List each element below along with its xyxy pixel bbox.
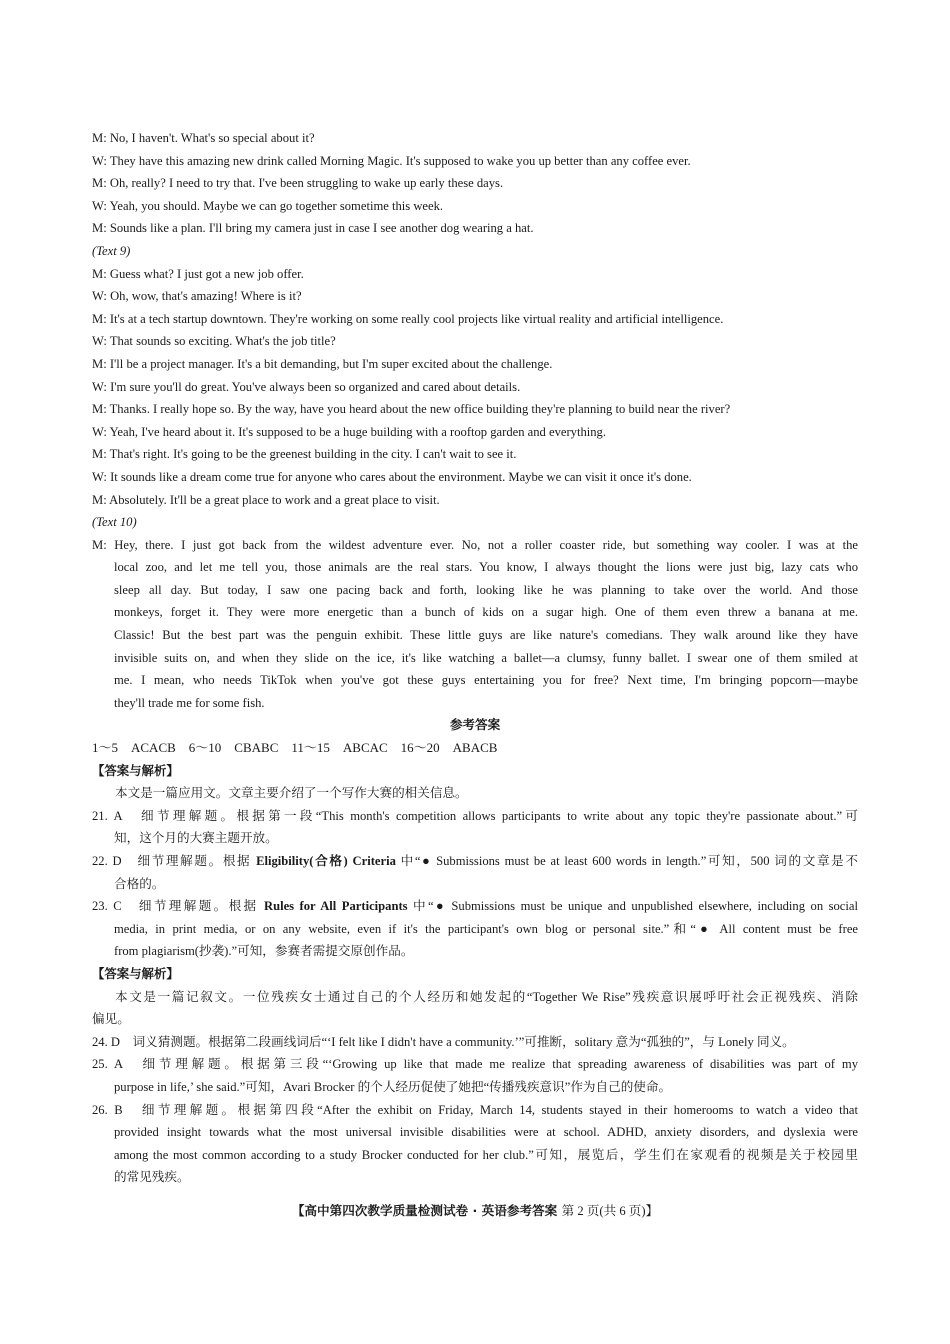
dialogue-line: M: Absolutely. It'll be a great place to work and a great place to visit.	[92, 492, 440, 507]
dialogue-line: W: Yeah, I've heard about it. It's supposed to be a huge building with a rooftop garden and everything.	[92, 424, 606, 439]
monologue-line: sleep all day. But today, I saw one pacing back and forth, looking like he was planning to take over the world. And those	[114, 582, 858, 597]
explanation-line: 合格的。	[114, 876, 165, 891]
question-23-explanation	[92, 895, 858, 963]
explanation-text: 中“● Submissions must be unique and unpublished elsewhere, including on social	[407, 899, 858, 914]
explanation-line	[92, 895, 858, 918]
monologue-text-10	[92, 534, 858, 715]
explanation-line: 25. A 细节理解题。根据第三段“‘Growing up like that made me realize that spreading awareness of disabilities was part of my	[92, 1057, 858, 1072]
section-reference: Rules for All Participants	[263, 899, 408, 914]
text-9-label: (Text 9)	[92, 243, 131, 258]
intro-line: 偏见。	[92, 1012, 130, 1027]
dialogue-line: W: That sounds so exciting. What's the job title?	[92, 334, 336, 349]
question-22-explanation	[92, 850, 858, 895]
intro-line: 本文是一篇记叙文。一位残疾女士通过自己的个人经历和她发起的“Together We Rise”残疾意识展呼吁社会正视残疾、消除	[115, 989, 858, 1004]
dialogue-line: M: I'll be a project manager. It's a bit demanding, but I'm super excited about the challenge.	[92, 356, 553, 371]
analysis-label: 【答案与解析】	[92, 965, 179, 981]
dialogue-text-9	[92, 263, 858, 512]
footer-title: 【高中第四次教学质量检测试卷 · 英语参考答案	[291, 1203, 558, 1218]
explanation-line: from plagiarism(抄袭).”可知，参赛者需提交原创作品。	[114, 944, 414, 959]
dialogue-line: M: It's at a tech startup downtown. They're working on some really cool projects like virtual reality and artificial intelligence.	[92, 311, 724, 326]
question-25-explanation	[92, 1053, 858, 1098]
explanation-text: 22. D 细节理解题。根据	[92, 854, 257, 868]
explanation-line: purpose in life,’ she said.”可知，Avari Brocker 的个人经历促使了她把“传播残疾意识”作为自己的使命。	[114, 1079, 672, 1094]
dialogue-line: W: They have this amazing new drink called Morning Magic. It's supposed to wake you up better than any coffee ever.	[92, 153, 691, 168]
monologue-line: monkeys, forget it. They were more energetic than a bunch of kids on a sugar high. One of them even threw a banana at me.	[114, 605, 858, 620]
monologue-line: invisible suits on, and when they slide on the ice, it's like watching a ballet—a clumsy, funny ballet. I swear one of them smiled at	[114, 650, 858, 665]
answer-key-listening: 1～5 ACACB 6～10 CBABC 11～15 ABCAC 16～20 ABACB	[92, 740, 498, 756]
monologue-line: M: Hey, there. I just got back from the wildest adventure ever. No, not a roller coaster ride, but something way cooler. I was at the	[92, 537, 858, 552]
dialogue-line: M: Sounds like a plan. I'll bring my camera just in case I see another dog wearing a hat.	[92, 221, 534, 236]
explanation-text: 23. C 细节理解题。根据	[92, 899, 264, 914]
answers-heading: 参考答案	[449, 717, 501, 733]
passage-intro: 本文是一篇应用文。文章主要介绍了一个写作大赛的相关信息。	[115, 786, 468, 801]
explanation-line: among the most common according to a study Brocker conducted for her club.”可知，展览后，学生们在家观看的视频是关于校园里	[114, 1147, 858, 1162]
monologue-line: local zoo, and let me tell you, those animals are the real stars. You know, I always thought the lions were just big, lazy cats who	[114, 560, 858, 575]
question-21-explanation	[92, 805, 858, 850]
explanation-text: 中“● Submissions must be at least 600 words in length.”可知，500 词的文章是不	[395, 854, 859, 868]
explanation-line	[92, 850, 858, 873]
dialogue-line: W: It sounds like a dream come true for anyone who cares about the environment. Maybe we can visit it once it's done.	[92, 469, 692, 484]
explanation-line: 知，这个月的大赛主题开放。	[114, 831, 278, 846]
explanation-line: 21. A 细节理解题。根据第一段“This month's competition allows participants to write about any topic they're passionate about.”可	[92, 808, 858, 823]
page-footer	[0, 1200, 950, 1222]
passage-intro	[92, 986, 858, 1031]
section-reference: Eligibility(合格) Criteria	[256, 854, 396, 868]
dialogue-line: M: Thanks. I really hope so. By the way, have you heard about the new office building they're planning to build near the river?	[92, 402, 731, 417]
explanation-line: 的常见残疾。	[114, 1170, 190, 1185]
explanation-line: media, in print media, or on any website, even if it's the participant's own blog or personal site.”和“● All content must be free	[114, 921, 858, 936]
monologue-line: Classic! But the best part was the penguin exhibit. These little guys are like nature's comedians. They walk around like they have	[114, 628, 858, 643]
monologue-line: they'll trade me for some fish.	[114, 695, 265, 710]
analysis-label: 【答案与解析】	[92, 762, 179, 778]
dialogue-line: W: Oh, wow, that's amazing! Where is it?	[92, 289, 302, 304]
explanation-line: provided insight towards what the most universal invisible disabilities were at school. ADHD, anxiety disorders, and dyslexia were	[114, 1125, 858, 1140]
dialogue-line: W: I'm sure you'll do great. You've always been so organized and cared about details.	[92, 379, 521, 394]
dialogue-line: M: Oh, really? I need to try that. I've been struggling to wake up early these days.	[92, 176, 504, 191]
text-10-label: (Text 10)	[92, 515, 137, 530]
question-26-explanation	[92, 1099, 858, 1189]
explanation-line: 26. B 细节理解题。根据第四段“After the exhibit on Friday, March 14, students stayed in their homerooms to watch a video that	[92, 1102, 858, 1117]
question-24-explanation: 24. D 词义猜测题。根据第二段画线词后“‘I felt like I didn't have a community.’”可推断，solitary 意为“孤独的”，与 Lonely 同义。	[92, 1034, 795, 1049]
monologue-line: me. I mean, who needs TikTok when you've got these guys entertaining you for free? Next time, I'm bringing popcorn—maybe	[114, 673, 858, 688]
page-number: 第 2 页(共 6 页)】	[561, 1204, 659, 1218]
dialogue-text-8-end	[92, 127, 858, 240]
dialogue-line: M: That's right. It's going to be the greenest building in the city. I can't wait to see it.	[92, 447, 517, 462]
dialogue-line: M: No, I haven't. What's so special about it?	[92, 131, 315, 145]
page-content	[92, 127, 858, 1189]
dialogue-line: M: Guess what? I just got a new job offer.	[92, 266, 304, 281]
dialogue-line: W: Yeah, you should. Maybe we can go together sometime this week.	[92, 198, 444, 213]
